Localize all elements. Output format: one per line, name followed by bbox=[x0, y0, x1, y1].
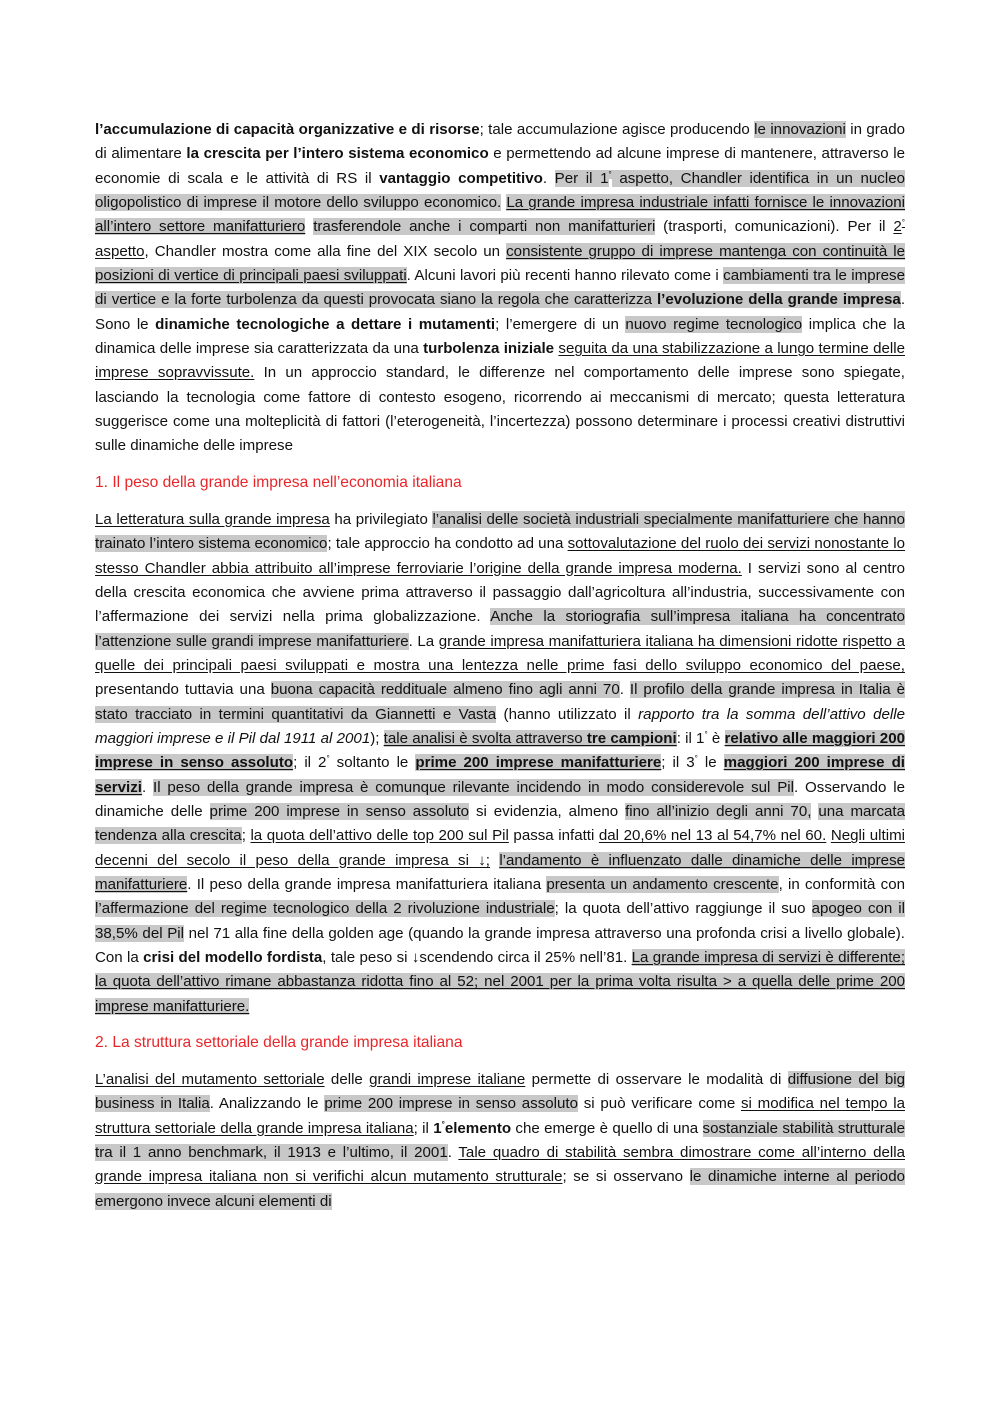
text-run: si può verificare come bbox=[577, 1095, 741, 1113]
text-run: l’evoluzione della grande impresa bbox=[656, 291, 901, 309]
text-run: : il 1 bbox=[676, 729, 705, 747]
text-run: prime 200 imprese in senso assoluto bbox=[324, 1095, 578, 1113]
text-run: 1 bbox=[433, 1119, 442, 1137]
text-run: , tale peso si ↓scendendo circa il 25% nell’81. bbox=[322, 949, 632, 966]
section-heading: 2. La struttura settoriale della grande impresa italiana bbox=[95, 1034, 463, 1052]
text-run: ; tale accumulazione agisce producendo bbox=[479, 121, 755, 138]
text-run: dal 20,6% nel 13 al 54,7% nel 60. bbox=[598, 827, 827, 845]
text-run: ; se si osservano bbox=[562, 1168, 690, 1186]
text-run: presenta un andamento crescente bbox=[546, 875, 779, 893]
text-run: . bbox=[447, 1144, 459, 1162]
text-run: nel 71 alla fine della golden age (quando la grande impresa attraverso una profonda crisi a livello globale). Con la bbox=[95, 924, 905, 966]
text-run: ; bbox=[241, 827, 251, 845]
text-run: L’analisi del mutamento settoriale bbox=[95, 1071, 325, 1089]
text-run: apogeo con il 38,5% del Pil bbox=[95, 900, 905, 942]
text-run: prime 200 imprese in senso assoluto bbox=[209, 802, 470, 820]
text-run: si evidenzia, almeno bbox=[469, 802, 626, 820]
text-run: (hanno utilizzato il bbox=[496, 705, 639, 723]
text-run: Tale quadro di stabilità sembra dimostrare come all’interno della grande impresa italiana non si verifichi alcun mutamento strutturale bbox=[95, 1144, 905, 1186]
text-run: aspetto bbox=[95, 242, 145, 260]
text-run: . Analizzando le bbox=[209, 1095, 325, 1113]
text-run: turbolenza iniziale bbox=[423, 340, 555, 358]
text-run: sottovalutazione del ruolo dei servizi nonostante lo stesso Chandler abbia attribuito all’imprese ferroviarie l’origine della grande impresa moderna. bbox=[95, 535, 906, 577]
text-run: la quota dell’attivo delle top 200 sul Pil bbox=[250, 827, 509, 845]
text-run: . La bbox=[408, 632, 439, 650]
superscript-text: ° bbox=[441, 1119, 445, 1129]
text-run: ; tale approccio ha condotto ad una bbox=[327, 535, 568, 553]
text-run: l’affermazione del regime tecnologico della 2 rivoluzione industriale bbox=[95, 900, 555, 918]
text-run: . Osservando le dinamiche delle bbox=[95, 778, 905, 820]
text-run: crisi del modello fordista bbox=[143, 949, 323, 966]
text-run: tre campioni bbox=[586, 729, 677, 747]
text-run: diffusione del big business in Italia bbox=[95, 1071, 905, 1113]
text-run: ; l’emergere di un bbox=[495, 315, 626, 333]
text-run: si modifica nel tempo la struttura settoriale della grande impresa italiana bbox=[95, 1095, 905, 1137]
text-run: , Chandler mostra come alla fine del XIX secolo un bbox=[144, 242, 507, 260]
text-run: nuovo regime tecnologico bbox=[625, 315, 803, 333]
text-run: dinamiche tecnologiche a dettare i mutamenti bbox=[155, 315, 496, 333]
text-run: La grande impresa industriale infatti fornisce le innovazioni all’intero settore manifatturiero bbox=[95, 194, 905, 236]
text-run: La letteratura sulla grande impresa bbox=[95, 510, 330, 528]
text-run: ); bbox=[370, 729, 384, 747]
text-run: consistente gruppo di imprese mantenga con continuità le posizioni di vertice di principali paesi sviluppati bbox=[95, 242, 906, 285]
text-run: aspetto, Chandler identifica in un nucleo oligopolistico di imprese il motore dello sviluppo economico. bbox=[95, 169, 905, 212]
text-run: buona capacità reddituale almeno fino agli anni 70 bbox=[270, 681, 620, 699]
text-run: . bbox=[542, 169, 555, 187]
superscript-text: ° bbox=[694, 754, 698, 764]
superscript-text: ° bbox=[608, 169, 612, 179]
text-run: maggiori 200 imprese di servizi bbox=[95, 754, 905, 796]
text-run: che emerge è quello di una bbox=[511, 1119, 703, 1137]
text-run: ; il 2 bbox=[293, 754, 327, 772]
text-run: , in conformità con bbox=[778, 875, 906, 893]
text-run: . bbox=[142, 778, 154, 796]
text-run: La grande impresa di servizi è differente; la quota dell’attivo rimane abbastanza ridotta fino al 52; nel 2001 per la prima volta risulta > a quella delle prime 200 imprese manifatturiere. bbox=[95, 949, 906, 1015]
text-run: vantaggio competitivo bbox=[379, 169, 543, 187]
text-run: sostanziale stabilità strutturale tra il 1 anno benchmark, il 1913 e l’ultimo, il 2001 bbox=[95, 1119, 905, 1162]
superscript-text: ° bbox=[901, 218, 905, 228]
text-run: presentando tuttavia una bbox=[95, 681, 271, 699]
text-run: è bbox=[707, 729, 725, 747]
text-run: elemento bbox=[444, 1119, 512, 1137]
text-run: Negli ultimi decenni del secolo il peso della grande impresa si ↓; bbox=[95, 827, 905, 869]
text-run: ; il bbox=[413, 1119, 434, 1137]
text-run: soltanto le bbox=[329, 754, 416, 772]
paragraph bbox=[95, 1068, 905, 1214]
paragraph bbox=[95, 118, 905, 459]
superscript-text: ° bbox=[326, 754, 330, 764]
text-run: . bbox=[619, 681, 630, 699]
text-run: permette di osservare le modalità di bbox=[525, 1071, 788, 1089]
text-run bbox=[490, 852, 499, 869]
text-run: . Il peso della grande impresa manifatturiera italiana bbox=[187, 875, 547, 893]
text-run: l’andamento è influenzato dalle dinamiche delle imprese manifatturiere bbox=[95, 851, 906, 893]
text-run: seguita da una stabilizzazione a lungo termine delle imprese sopravvissute. bbox=[95, 340, 905, 382]
text-run: trasferendole anche i comparti non manifatturieri bbox=[313, 218, 656, 236]
text-run: fino all’inizio degli anni 70, bbox=[625, 802, 812, 820]
text-run: Per il 1 bbox=[554, 169, 609, 187]
text-run: rapporto tra la somma dell’attivo delle maggiori imprese e il Pil dal 1911 al 2001 bbox=[95, 705, 905, 747]
text-run: Anche la storiografia sull’impresa italiana ha concentrato l’attenzione sulle grandi imprese manifatturiere bbox=[95, 608, 905, 650]
text-run: l’accumulazione di capacità organizzative e di risorse bbox=[95, 121, 480, 138]
text-run: grande impresa manifatturiera italiana ha dimensioni ridotte rispetto a quelle dei principali paesi sviluppati e mostra una lentezza nelle prime fasi dello sviluppo economico del paese, bbox=[95, 632, 905, 674]
text-run: la crescita per l’intero sistema economico bbox=[186, 145, 489, 163]
text-run: in grado di alimentare bbox=[95, 121, 905, 163]
text-run: e permettendo ad alcune imprese di mantenere, attraverso le economie di scala e le attività di RS il bbox=[95, 145, 905, 187]
text-run: relativo alle maggiori 200 imprese in senso assoluto bbox=[95, 729, 905, 772]
text-run: (trasporti, comunicazioni). Per il bbox=[655, 218, 894, 236]
text-run: In un approccio standard, le differenze nel comportamento delle imprese sono spiegate, lasciando la tecnologia come fattore di contesto esogeno, ricorrendo ai meccanismi di mercato; questa letteratura suggerisce come una molteplicità di fattori (l’eterogeneità, l’incertezza) possono determinare i processi creativi distruttivi sulle dinamiche delle imprese bbox=[95, 364, 905, 455]
text-run: ; il 3 bbox=[661, 754, 695, 772]
text-run: l’analisi delle società industriali specialmente manifatturiere che hanno trainato l’intero sistema economico bbox=[95, 510, 905, 553]
text-run: una marcata tendenza alla crescita bbox=[95, 802, 905, 845]
text-run: I servizi sono al centro della crescita economica che avviene prima attraverso il passaggio dall’agricoltura all’industria, successivamente con l’affermazione dei servizi nella prima globalizzazione. bbox=[95, 559, 906, 626]
text-run: Il peso della grande impresa è comunque rilevante incidendo in modo considerevole sul Pil bbox=[153, 778, 794, 796]
text-run: tale analisi è svolta attraverso bbox=[383, 729, 587, 747]
text-run: . Sono le bbox=[95, 291, 906, 333]
text-run: . Alcuni lavori più recenti hanno rilevato come i bbox=[406, 267, 724, 285]
text-run: implica che la dinamica delle imprese sia caratterizzata da una bbox=[95, 315, 906, 358]
text-run: cambiamenti tra le imprese di vertice e la forte turbolenza da questi provocata siano la regola che caratterizza bbox=[95, 267, 905, 309]
text-run: delle bbox=[324, 1071, 370, 1089]
text-run: Il profilo della grande impresa in Italia è stato tracciato in termini quantitativi da Giannetti e Vasta bbox=[95, 681, 906, 723]
section-heading: 1. Il peso della grande impresa nell’economia italiana bbox=[95, 473, 462, 491]
text-run: passa infatti bbox=[508, 827, 599, 845]
text-run: grandi imprese italiane bbox=[369, 1071, 526, 1089]
text-run: le dinamiche interne al periodo emergono invece alcuni elementi di bbox=[95, 1168, 905, 1210]
text-run: ha privilegiato bbox=[329, 510, 433, 528]
text-run: le innovazioni bbox=[754, 121, 846, 138]
paragraph bbox=[95, 508, 905, 1019]
text-run: le bbox=[697, 754, 724, 772]
text-run: prime 200 imprese manifatturiere bbox=[415, 754, 662, 772]
text-run: 2 bbox=[893, 218, 902, 236]
superscript-text: ° bbox=[704, 729, 708, 739]
text-run: ; la quota dell’attivo raggiunge il suo bbox=[554, 900, 812, 918]
